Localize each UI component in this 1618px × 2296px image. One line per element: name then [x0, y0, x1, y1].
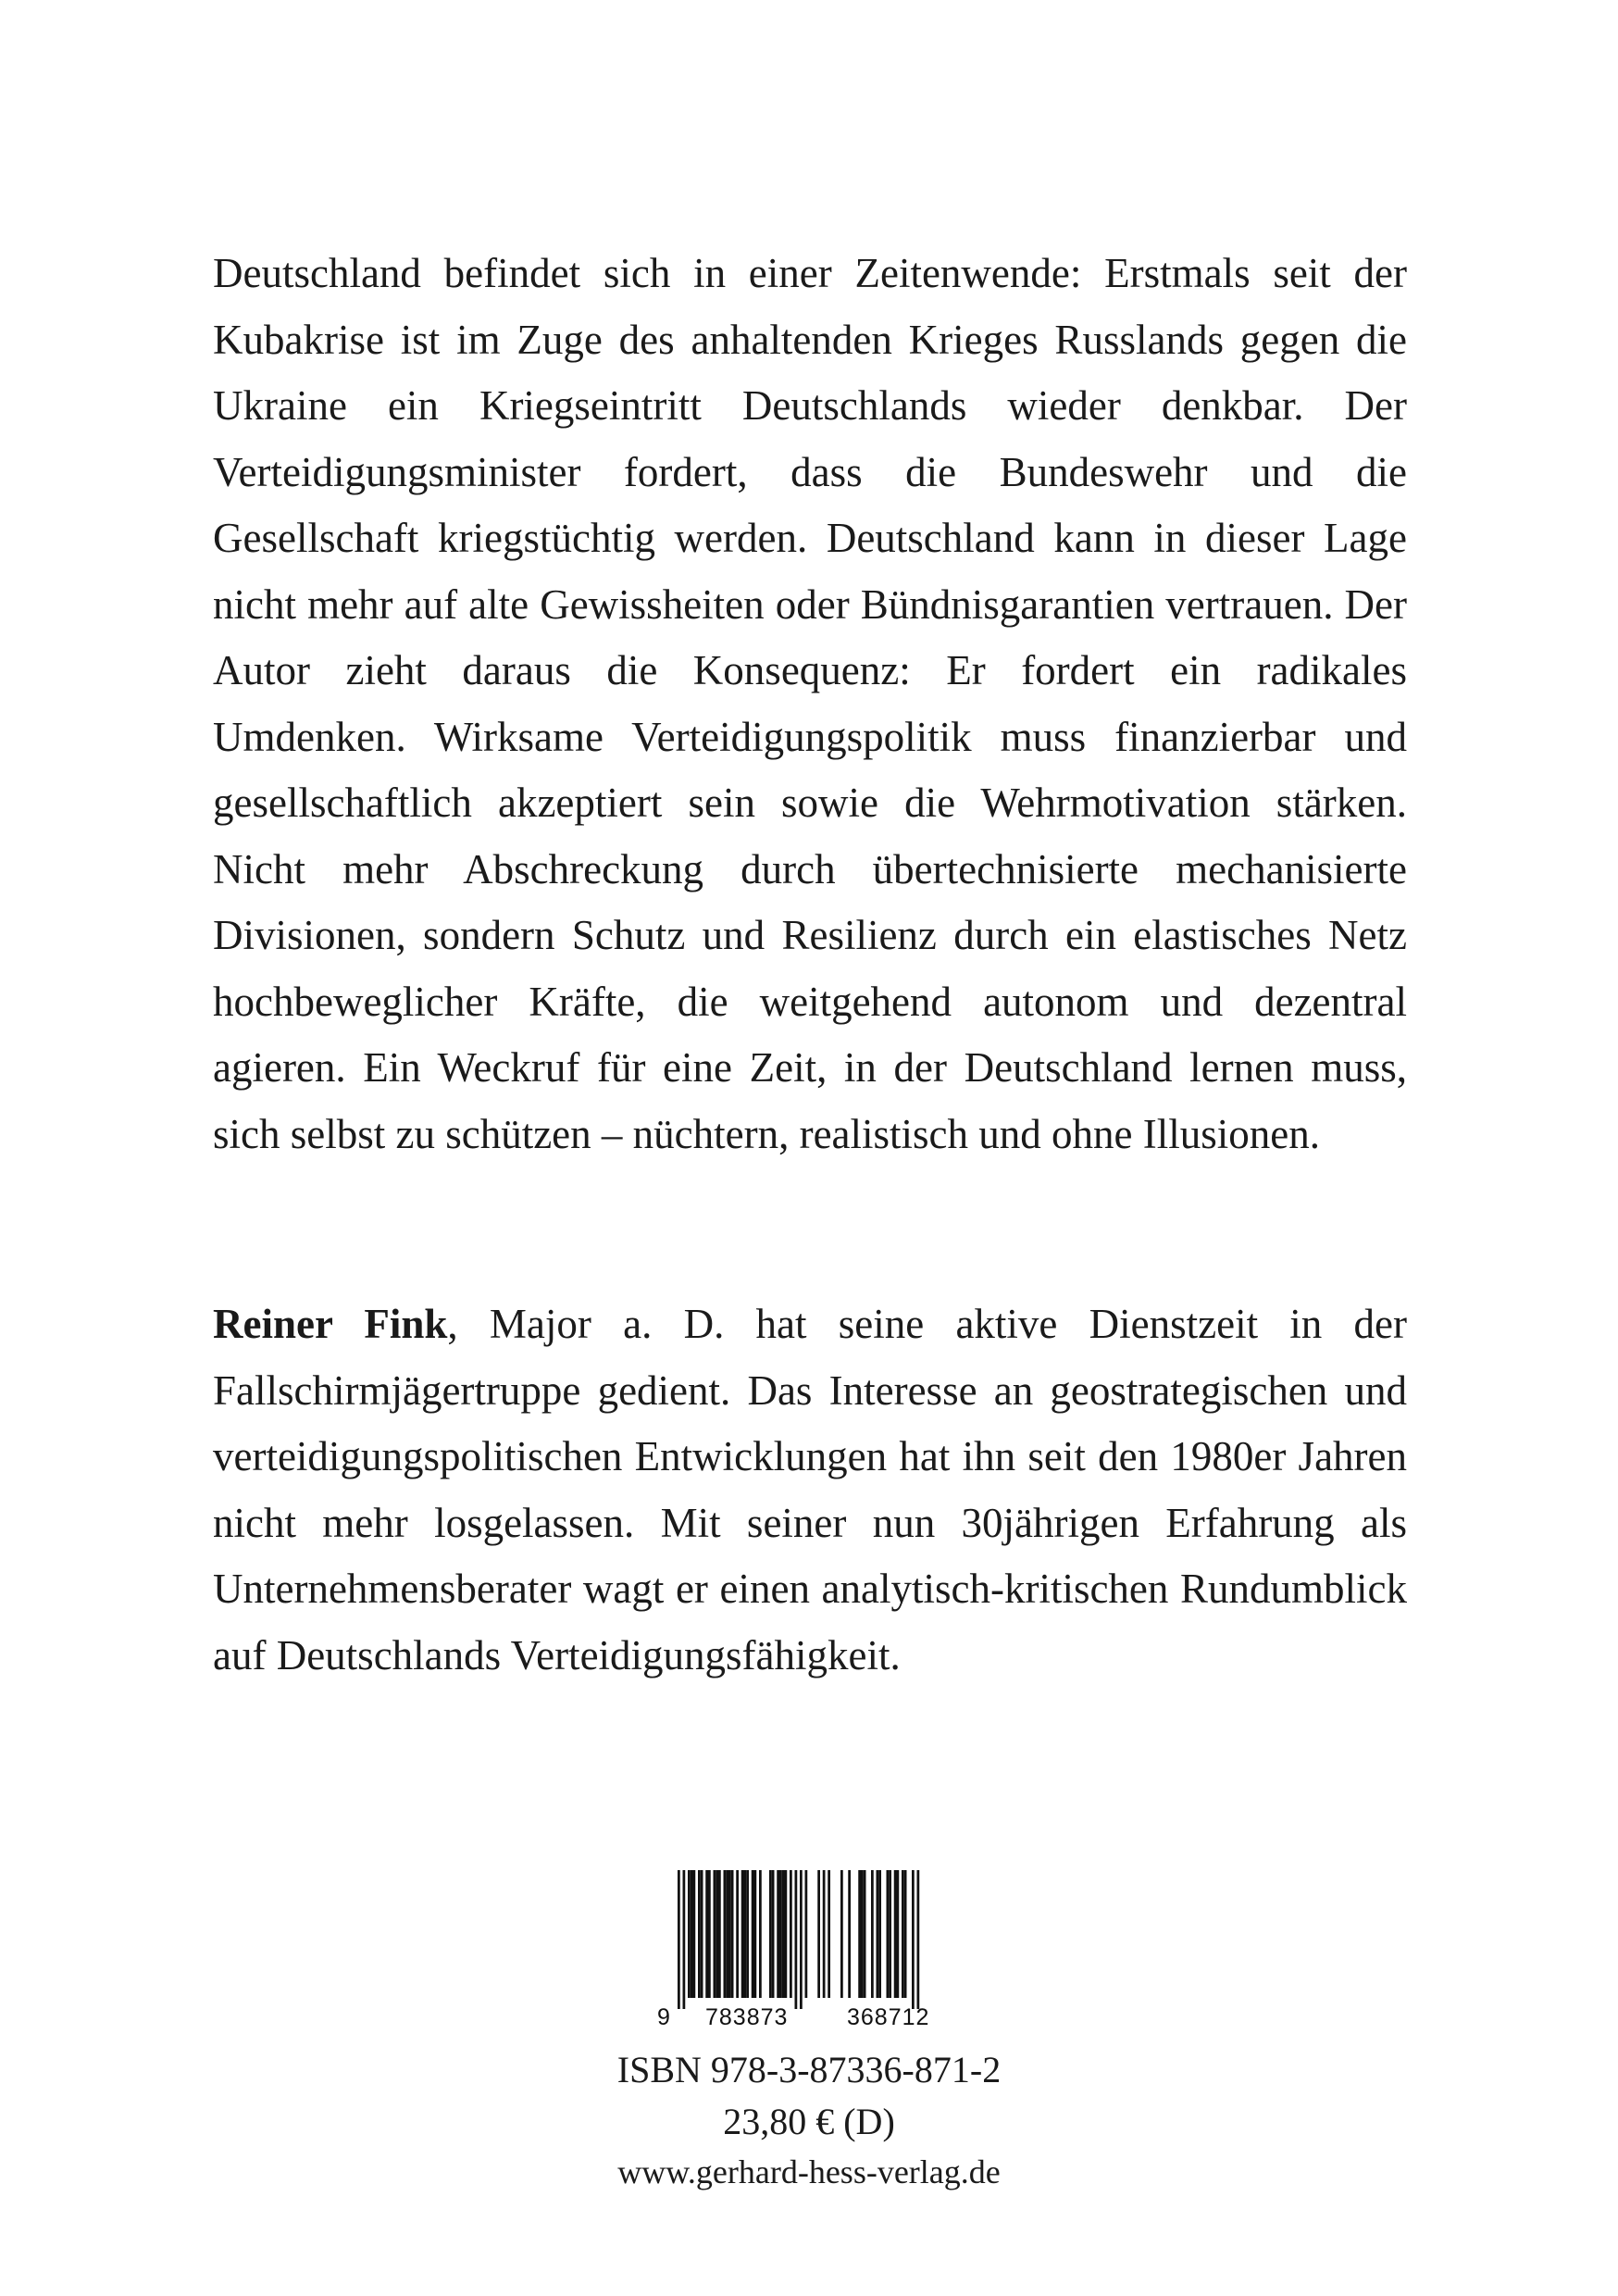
barcode-bar — [705, 1870, 708, 1998]
barcode-bar — [904, 1870, 907, 1998]
barcode-bar — [795, 1870, 798, 2009]
barcode-first-digit: 9 — [657, 2004, 670, 2030]
barcode-bar — [897, 1870, 900, 1998]
barcode-bar — [800, 1870, 803, 2009]
barcode-bar — [693, 1870, 696, 1998]
barcode-bar — [785, 1870, 788, 1998]
barcode-bar — [917, 1870, 920, 2009]
isbn-barcode — [657, 1870, 963, 2028]
barcode-bar — [828, 1870, 830, 1998]
barcode-bar — [790, 1870, 792, 1998]
blurb-paragraph: Deutschland befindet sich in einer Zeitenwende: Erstmals seit der Kubakrise ist im Zuge des anhaltenden Krieges Russlands gegen die Ukraine ein Kriegseintritt Deutschlands wieder denkbar. Der Verteidigungsminister fordert, dass die Bundeswehr und die Gesellschaft kriegstüchtig werden. Deutschland kann in dieser Lage nicht mehr auf alte Gewissheiten oder Bündnisgarantien vertrauen. Der Autor zieht daraus die Konsequenz: Er fordert ein radikales Umdenken. Wirksame Verteidigungspolitik muss finanzierbar und gesellschaftlich akzeptiert sein sowie die Wehrmotivation stärken. Nicht mehr Abschreckung durch übertechnisierte mechanisierte Divisionen, sondern Schutz und Resilienz durch ein elastisches Netz hochbeweglicher Kräfte, die weitgehend autonom und dezentral agieren. Ein Weckruf für eine Zeit, in der Deutschland lernen muss, sich selbst zu schützen – nüchtern, realistisch und ohne Illusionen. — [213, 250, 1407, 1157]
barcode-bar — [782, 1870, 785, 1998]
barcode-bar — [912, 1870, 915, 2009]
author-bio — [213, 1292, 1407, 1689]
barcode-bar — [805, 1870, 808, 1998]
barcode-bar — [716, 1870, 718, 1998]
barcode-bar — [902, 1870, 904, 1998]
barcode-bar — [871, 1870, 874, 1998]
publisher-url[interactable]: www.gerhard-hess-verlag.de — [617, 2153, 1001, 2190]
barcode-bar — [728, 1870, 731, 1998]
barcode-bar — [848, 1870, 851, 1998]
barcode-bar — [714, 1870, 716, 1998]
barcode-digits — [657, 2004, 963, 2032]
barcode-bar — [741, 1870, 744, 1998]
barcode-bar — [858, 1870, 861, 1998]
barcode-bar — [688, 1870, 691, 1998]
barcode-bar — [877, 1870, 879, 1998]
barcode-bar — [823, 1870, 826, 1998]
barcode-bar — [777, 1870, 779, 1998]
barcode-bar — [759, 1870, 762, 1998]
barcode-bar — [744, 1870, 747, 1998]
barcode-bar — [772, 1870, 775, 1998]
barcode-bar — [817, 1870, 820, 1998]
author-bio-text: , Major a. D. hat seine aktive Dienstzeit in der Fallschirmjägertruppe gedient. Das Interesse an geostrategischen und verteidigungspolitischen Entwicklungen hat ihn seit den 1980er Jahren nicht mehr losgelassen. Mit seiner nun 30jährigen Erfahrung als Unternehmensberater wagt er einen analytisch-kritischen Rundumblick auf Deutschlands Verteidigungsfähigkeit. — [213, 1301, 1407, 1678]
barcode-bar — [726, 1870, 728, 1998]
barcode-bar — [889, 1870, 891, 1998]
barcode-bar — [701, 1870, 703, 1998]
barcode-right-group: 368712 — [847, 2004, 930, 2030]
barcode-bar — [840, 1870, 843, 1998]
barcode-bar — [736, 1870, 739, 1998]
barcode-bar — [752, 1870, 754, 1998]
barcode-bar — [779, 1870, 782, 1998]
barcode-bar — [894, 1870, 897, 1998]
barcode-bar — [861, 1870, 864, 1998]
barcode-bar — [678, 1870, 680, 2009]
barcode-bar — [698, 1870, 701, 1998]
barcode-bar — [718, 1870, 721, 1998]
barcode-bars — [657, 1870, 963, 2009]
price: 23,80 € (D) — [723, 2101, 895, 2142]
barcode-bar — [708, 1870, 711, 1998]
barcode-bar — [746, 1870, 749, 1998]
barcode-bar — [878, 1870, 881, 1998]
author-name: Reiner Fink — [213, 1301, 448, 1347]
barcode-bar — [864, 1870, 866, 1998]
barcode-bar — [724, 1870, 727, 1998]
barcode-left-group: 783873 — [705, 2004, 789, 2030]
barcode-bar — [769, 1870, 772, 1998]
blurb-text — [213, 241, 1407, 1167]
barcode-bar — [691, 1870, 693, 1998]
isbn-number: ISBN 978-3-87336-871-2 — [616, 2049, 1002, 2090]
barcode-bar — [731, 1870, 734, 1998]
barcode-bar — [683, 1870, 686, 2009]
barcode-bar — [887, 1870, 890, 1998]
barcode-bar — [754, 1870, 757, 1998]
